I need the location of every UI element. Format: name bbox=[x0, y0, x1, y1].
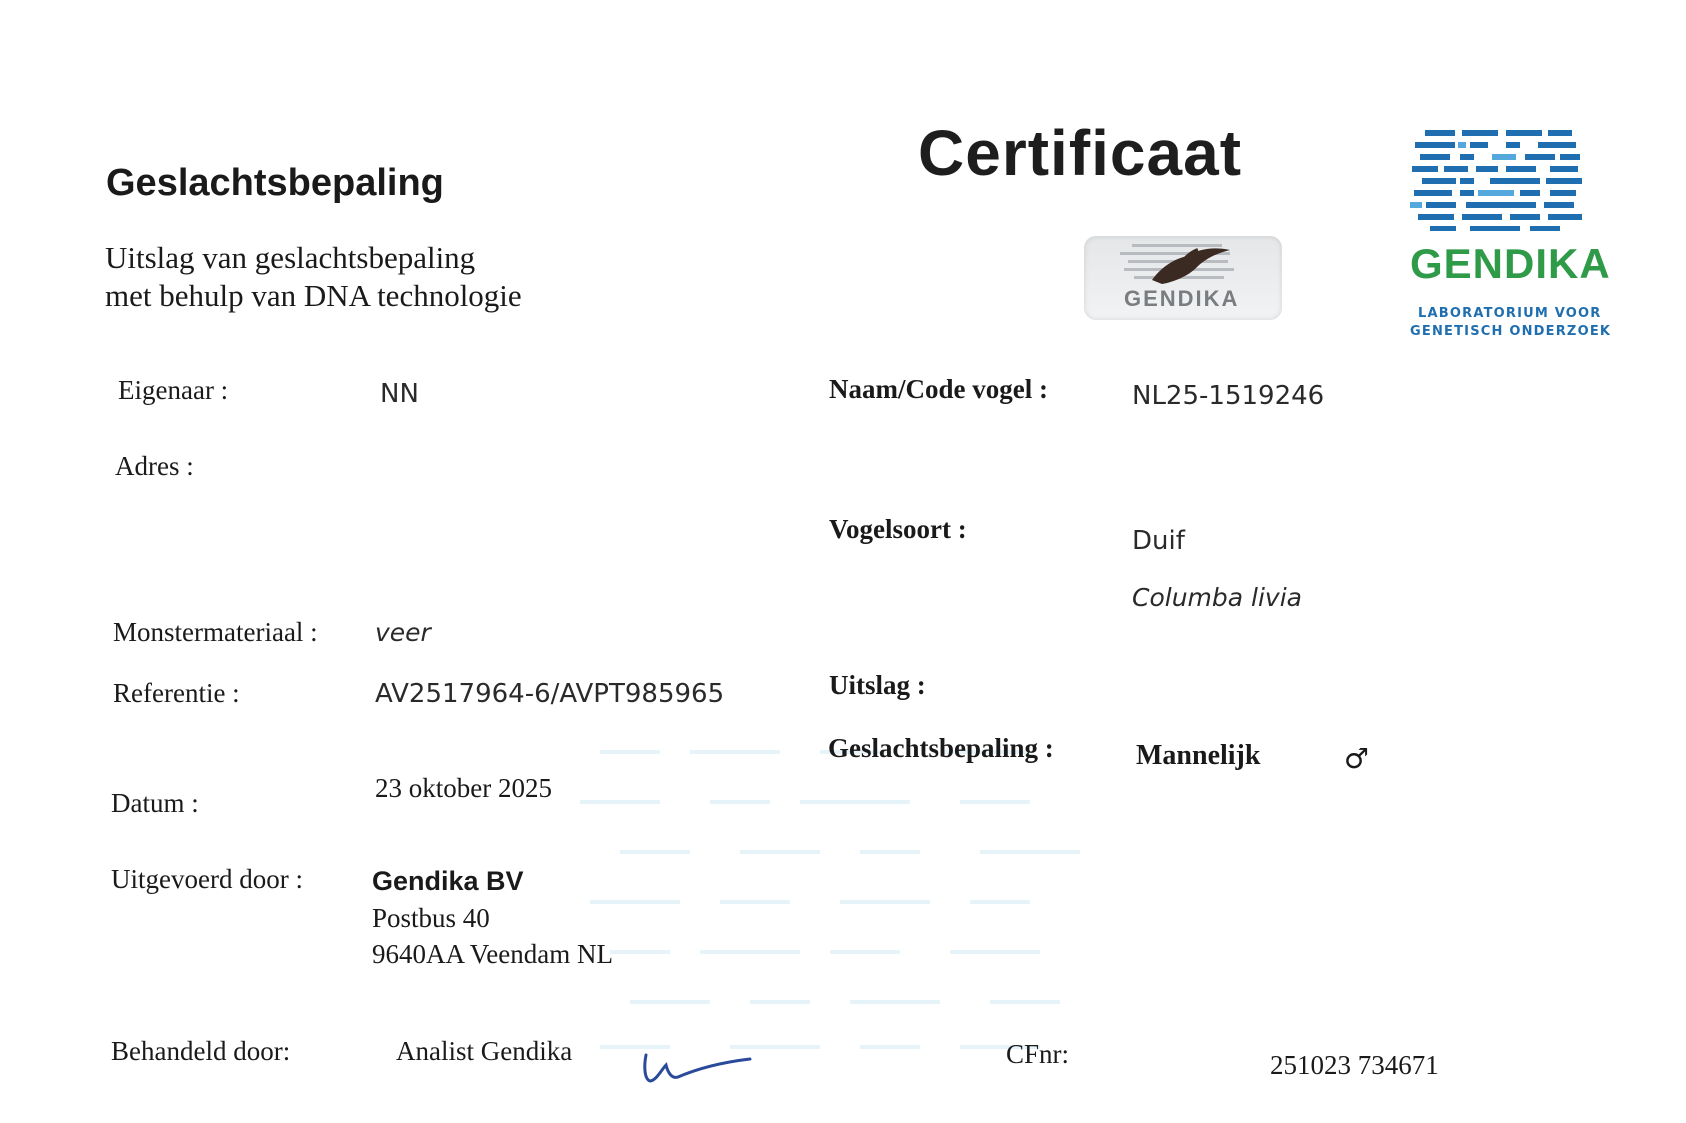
performed-by-company: Gendika BV bbox=[372, 866, 524, 896]
reference-value: AV2517964-6/AVPT985965 bbox=[375, 679, 725, 709]
reference-label: Referentie : bbox=[113, 678, 240, 708]
document-subtitle-line2: met behulp van DNA technologie bbox=[105, 278, 522, 313]
sex-label: Geslachtsbepaling : bbox=[828, 733, 1054, 763]
handled-by-label: Behandeld door: bbox=[111, 1036, 291, 1066]
cf-number-value: 251023 734671 bbox=[1270, 1050, 1439, 1080]
logo-tagline-line2: GENETISCH ONDERZOEK bbox=[1410, 324, 1612, 339]
owner-value: NN bbox=[380, 379, 419, 409]
performed-by-label: Uitgevoerd door : bbox=[111, 864, 303, 894]
handled-by-value: Analist Gendika bbox=[396, 1036, 573, 1066]
date-label: Datum : bbox=[111, 788, 199, 818]
logo-tagline-line1: LABORATORIUM VOOR bbox=[1418, 306, 1602, 321]
document-title: Geslachtsbepaling bbox=[106, 162, 444, 204]
gendika-logo-icon bbox=[1410, 126, 1585, 236]
address-label: Adres : bbox=[115, 451, 194, 481]
bird-code-value: NL25-1519246 bbox=[1132, 381, 1325, 411]
material-value: veer bbox=[375, 618, 431, 647]
performed-by-address2: 9640AA Veendam NL bbox=[372, 939, 613, 969]
male-symbol-icon: ♂ bbox=[1344, 742, 1370, 775]
material-label: Monstermateriaal : bbox=[113, 617, 318, 647]
logo-name: GENDIKA bbox=[1410, 240, 1611, 287]
certificate-title: Certificaat bbox=[918, 117, 1242, 189]
result-label: Uitslag : bbox=[829, 670, 926, 700]
owner-label: Eigenaar : bbox=[118, 375, 229, 405]
species-common: Duif bbox=[1132, 526, 1185, 556]
species-latin: Columba livia bbox=[1132, 583, 1302, 612]
bird-code-label: Naam/Code vogel : bbox=[829, 374, 1048, 404]
seal-text: GENDIKA bbox=[1124, 286, 1240, 311]
date-value: 23 oktober 2025 bbox=[375, 773, 552, 803]
watermark-pattern bbox=[560, 740, 1120, 1070]
signature bbox=[640, 1045, 760, 1090]
cf-number-label: CFnr: bbox=[1006, 1039, 1070, 1069]
sex-value: Mannelijk bbox=[1136, 740, 1261, 771]
performed-by-address1: Postbus 40 bbox=[372, 903, 490, 933]
document-subtitle-line1: Uitslag van geslachtsbepaling bbox=[105, 240, 476, 275]
species-label: Vogelsoort : bbox=[829, 514, 967, 544]
gendika-seal bbox=[1084, 236, 1282, 320]
